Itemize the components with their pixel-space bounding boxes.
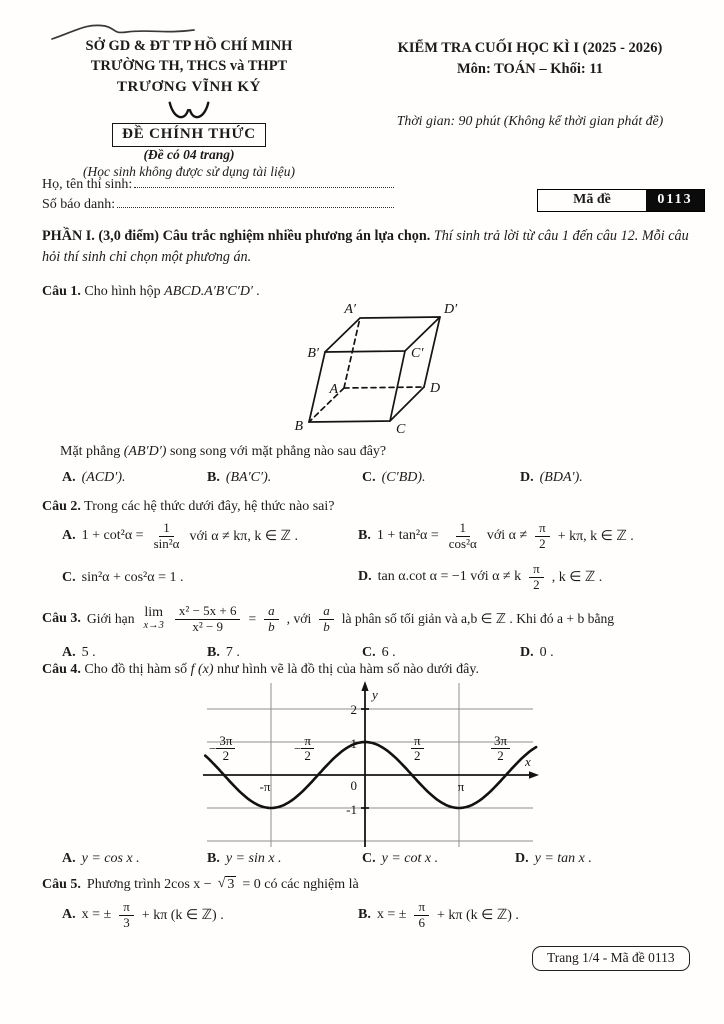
square-root: √ 3 [217,876,235,892]
option-key: A. [62,851,76,866]
formula-post: + kπ (k ∈ ℤ) . [437,907,519,923]
question-1-prompt-post: song song với mặt phẳng nào sau đây? [169,444,387,459]
fraction: $\frac{\text{x² − 5x + 6}}{\text{x² − 9}}$ [175,604,241,635]
option-text: y = tan x . [534,851,592,866]
q3-option-b [207,645,240,661]
formula-post: với α ≠ kπ, k ∈ ℤ . [189,528,298,544]
tick-1: 1 [350,736,357,751]
exam-title: KIỂM TRA CUỐI HỌC KÌ I (2025 - 2026) [397,40,663,56]
option-key: D. [358,569,372,585]
fraction: $\frac{1}{\text{sin²α}}$ [153,520,180,551]
fraction: $\frac{a}{b}$ [264,604,279,635]
option-key: D. [520,645,534,660]
option-text: 5 . [81,645,96,660]
fraction: $\frac{a}{b}$ [319,604,334,635]
formula-pre: x = ± [376,907,407,923]
formula: sin²α + cos²α = 1 . [81,570,184,585]
page-number: Trang 1/4 - Mã đề 0113 [547,950,675,965]
limit-operator: lim x→3 [143,605,164,632]
formula-pre: 1 + cot²α = [81,528,144,544]
student-name-row [42,176,394,193]
tick-0: 0 [350,778,357,793]
q3-option-c [362,645,396,661]
question-3-post: là phân số tối giản và a,b ∈ ℤ . Khi đó a + b bằng [341,611,615,626]
school-type: TRƯỜNG TH, THCS và THPT [90,58,288,75]
part1-heading-bold: PHẦN I. (3,0 điểm) Câu trắc nghiệm nhiều phương án lựa chọn. [42,228,434,244]
official-exam-stamp: ĐỀ CHÍNH THỨC [112,123,266,147]
question-1-prompt [60,444,386,460]
formula-mid: với α ≠ [486,528,528,544]
question-4-label: Câu 4. [42,662,81,677]
option-text: 0 . [539,645,554,660]
q5-option-b [358,900,519,931]
equals-sign: = [248,611,257,626]
option-key: C. [362,470,376,485]
option-key: A. [62,645,76,660]
department-name: SỞ GD & ĐT TP HỒ CHÍ MINH [85,38,293,54]
question-2-options-row2 [0,560,724,600]
cosine-graph-figure [195,675,547,851]
exam-code-label: Mã đề [573,192,611,207]
tick-2: 2 [350,702,357,717]
question-4-options [0,851,724,875]
exam-code-value: 0113 [646,190,704,211]
formula-pre: x = ± [81,907,112,923]
option-text: 7 . [225,645,240,660]
question-4-pre: Cho đồ thị hàm số [84,662,188,677]
question-2-label: Câu 2. [42,499,81,514]
option-text: (ACD′). [81,470,126,485]
exam-code-box [537,189,705,212]
option-key: B. [207,851,220,866]
question-4-math: f (x) [190,662,214,677]
question-2-options-row1 [0,515,724,565]
q5-option-a [62,900,224,931]
q2-option-a [62,521,298,552]
question-5-label: Câu 5. [42,876,81,892]
q3-option-a [62,645,96,661]
option-text: y = cot x . [381,851,439,866]
question-1-label: Câu 1. [42,284,81,299]
question-3-pre: Giới hạn [86,611,135,626]
option-text: (BA′C′). [225,470,272,485]
formula-post: , k ∈ ℤ . [551,569,603,585]
student-id-fill-line [117,196,394,208]
option-text: (C′BD). [381,470,426,485]
question-2-text: Trong các hệ thức dưới đây, hệ thức nào sai? [84,499,335,514]
student-id-row [42,196,394,213]
vertex-label-b-prime: B′ [307,346,319,361]
page-footer [532,946,690,971]
option-key: D. [520,470,534,485]
vertex-label-d: D [430,381,441,396]
q2-option-d [358,562,602,593]
vertex-label-a: A [329,382,338,397]
question-4-post: như hình vẽ là đồ thị của hàm số nào dưới đây. [217,662,479,677]
pages-note: (Đề có 04 trang) [143,146,235,162]
question-1-text: Cho hình hộp [84,284,161,299]
q1-option-d [520,470,583,486]
y-axis-label: y [372,687,378,702]
q2-option-b [358,521,634,552]
tick-neg1: -1 [346,802,357,817]
vertex-label-a-prime: A′ [344,302,356,317]
question-2 [42,499,335,515]
question-3 [42,596,614,642]
parallelepiped-figure [272,300,482,442]
q2-option-c [62,570,183,586]
tick-pi-over-2: π 2 [411,734,424,763]
materials-note: (Học sinh không được sử dụng tài liệu) [82,164,296,180]
vertex-label-d-prime: D′ [444,302,458,317]
student-name-label: Họ, tên thí sinh: [42,176,133,192]
tick-neg-pi-over-2: − $\frac{\pi}{2}$ [294,734,314,763]
question-5 [42,876,359,893]
option-text: 6 . [381,645,396,660]
option-text: (BDA′). [539,470,583,485]
question-5-post: = 0 có các nghiệm là [242,876,359,892]
formula-post: + kπ, k ∈ ℤ . [557,528,634,544]
school-logo-swoosh-icon [164,100,214,122]
vertex-label-c-prime: C′ [411,346,424,361]
formula-pre: 1 + tan²α = [376,528,439,544]
x-axis-label: x [525,754,531,769]
question-1-options [0,470,724,494]
q4-option-b [207,851,282,867]
option-key: B. [358,528,371,544]
option-key: C. [362,645,376,660]
option-key: D. [515,851,529,866]
school-name: TRƯƠNG VĨNH KÝ [116,78,262,95]
option-text: y = sin x . [225,851,282,866]
question-3-label: Câu 3. [42,611,81,626]
option-text: y = cos x . [81,851,140,866]
fraction: $\frac{\pi}{6}$ [414,900,429,931]
q1-option-b [207,470,271,486]
vertex-label-c: C [396,422,406,437]
q4-option-d [515,851,592,867]
q4-option-c [362,851,438,867]
exam-duration: Thời gian: 90 phút (Không kể thời gian phát đề) [396,113,664,129]
option-key: B. [207,470,220,485]
header-right [362,38,698,131]
option-key: B. [207,645,220,660]
question-1-prompt-pre: Mặt phẳng [60,444,121,459]
tick-pi: π [457,779,465,794]
tick-neg-pi: -π [259,779,271,794]
question-1 [42,284,260,300]
tick-3pi-over-2: 3π 2 [491,734,510,763]
vertex-label-b: B [294,419,303,434]
question-1-prompt-math: (AB′D′) [123,444,167,459]
q3-option-d [520,645,554,661]
exam-subject: Môn: TOÁN – Khối: 11 [456,61,604,78]
question-1-math: ABCD.A′B′C′D′ . [164,284,260,299]
option-key: C. [362,851,376,866]
header-left [34,36,344,182]
part1-heading-italic: Thí sinh trả lời từ câu 1 đến câu 12. Mỗi câu hỏi thí sinh chỉ chọn một phương án. [42,228,689,266]
option-key: C. [62,570,76,585]
option-key: A. [62,528,76,544]
student-id-label: Số báo danh: [42,196,116,212]
formula-post: + kπ (k ∈ ℤ) . [141,907,224,923]
formula-pre: tan α.cot α = −1 với α ≠ k [377,569,522,585]
fraction: $\frac{\pi}{2}$ [529,562,544,593]
option-key: B. [358,907,371,923]
q1-option-c [362,470,426,486]
tick-neg-3pi-over-2: − $\frac{3\pi}{2}$ [209,734,235,763]
option-key: A. [62,907,76,923]
fraction: $\frac{1}{\text{cos²α}}$ [448,520,477,551]
question-5-options [0,894,724,942]
question-5-pre: Phương trình 2cos x − [86,876,212,892]
q4-option-a [62,851,140,867]
fraction: $\frac{\pi}{3}$ [119,900,134,931]
fraction: $\frac{\pi}{2}$ [535,521,550,552]
part1-heading [42,226,694,269]
q1-option-a [62,470,126,486]
student-name-fill-line [134,176,394,188]
option-key: A. [62,470,76,485]
question-3-mid: , với [286,611,312,626]
